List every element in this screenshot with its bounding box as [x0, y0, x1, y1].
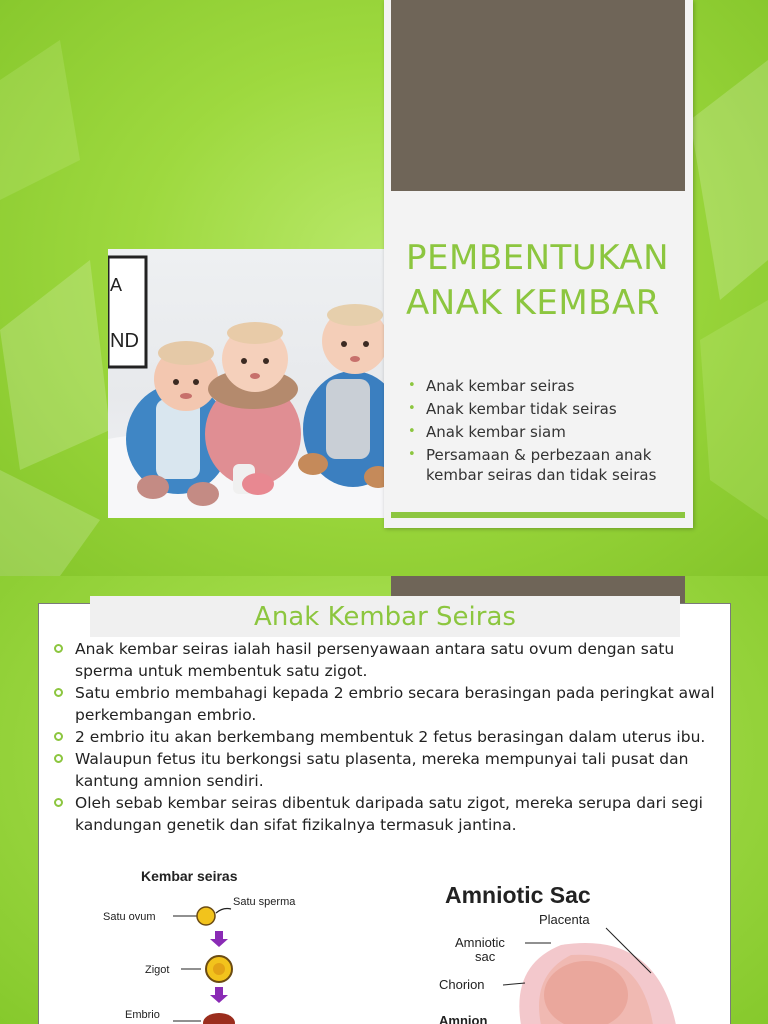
label-chorion: Chorion: [439, 977, 485, 992]
sign-letters-nd: ND: [110, 330, 139, 352]
list-item: Walaupun fetus itu berkongsi satu plasenta, mereka mempunyai tali pusat dan kantung amnion sendiri.: [54, 748, 726, 792]
label-amnion: Amnion: [439, 1013, 488, 1024]
list-item: • Persamaan & perbezaan anak kembar seiras dan tidak seiras: [408, 446, 657, 484]
slide-2-title: Anak Kembar Seiras: [254, 602, 516, 632]
amniotic-sac-figure: [431, 875, 691, 1024]
list-item: • Anak kembar siam: [408, 423, 566, 441]
label-amniotic-sac-line-2: sac: [475, 949, 496, 964]
bullet-ring-icon: [54, 688, 63, 697]
amniotic-sac-title: Amniotic Sac: [445, 882, 591, 908]
label-embryo: Embrio: [125, 1009, 160, 1021]
ovum-icon: [197, 907, 215, 925]
slide-1-title: PEMBENTUKAN ANAK KEMBAR: [406, 238, 670, 323]
list-item: Satu embrio membahagi kepada 2 embrio secara berasingan pada peringkat awal perkembangan embrio.: [54, 682, 726, 726]
list-item: Anak kembar seiras ialah hasil persenyawaan antara satu ovum dengan satu sperma untuk membentuk satu zigot.: [54, 638, 726, 682]
slide-2-bullet-list: [54, 638, 726, 836]
arrow-down-icon: [210, 987, 228, 1003]
accent-bar: [391, 512, 685, 518]
list-item: Oleh sebab kembar seiras dibentuk daripada satu zigot, mereka serupa dari segi kandungan genetik dan sifat fizikalnya termasuk jantina.: [54, 792, 726, 836]
list-item: • Anak kembar tidak seiras: [408, 400, 617, 418]
arrow-down-icon: [210, 931, 228, 947]
bullet-ring-icon: [54, 732, 63, 741]
list-item: • Anak kembar seiras: [408, 377, 575, 395]
bullet-icon: •: [408, 424, 416, 439]
label-zygote: Zigot: [145, 964, 170, 976]
bullet-icon: •: [408, 447, 416, 462]
brown-header-block: [391, 0, 685, 191]
label-placenta: Placenta: [539, 912, 590, 927]
bullet-ring-icon: [54, 644, 63, 653]
slide-1-bullet-list: [407, 376, 677, 488]
diagram-title: Kembar seiras: [141, 868, 238, 884]
sign-letter-a: A: [110, 275, 123, 295]
babies-photo: [108, 249, 385, 518]
content-card: [38, 603, 731, 1024]
list-item: 2 embrio itu akan berkembang membentuk 2 fetus berasingan dalam uterus ibu.: [54, 726, 726, 748]
bullet-ring-icon: [54, 754, 63, 763]
babies-illustration: [108, 249, 385, 518]
twin-formation-diagram: [93, 863, 333, 1024]
label-ovum: Satu ovum: [103, 911, 156, 923]
label-sperm: Satu sperma: [233, 896, 296, 908]
slide-2: [0, 576, 768, 1024]
embryo-icon: [203, 1013, 235, 1024]
label-amniotic-sac-line-1: Amniotic: [455, 935, 505, 950]
bullet-ring-icon: [54, 798, 63, 807]
bullet-icon: •: [408, 378, 416, 393]
bullet-icon: •: [408, 401, 416, 416]
